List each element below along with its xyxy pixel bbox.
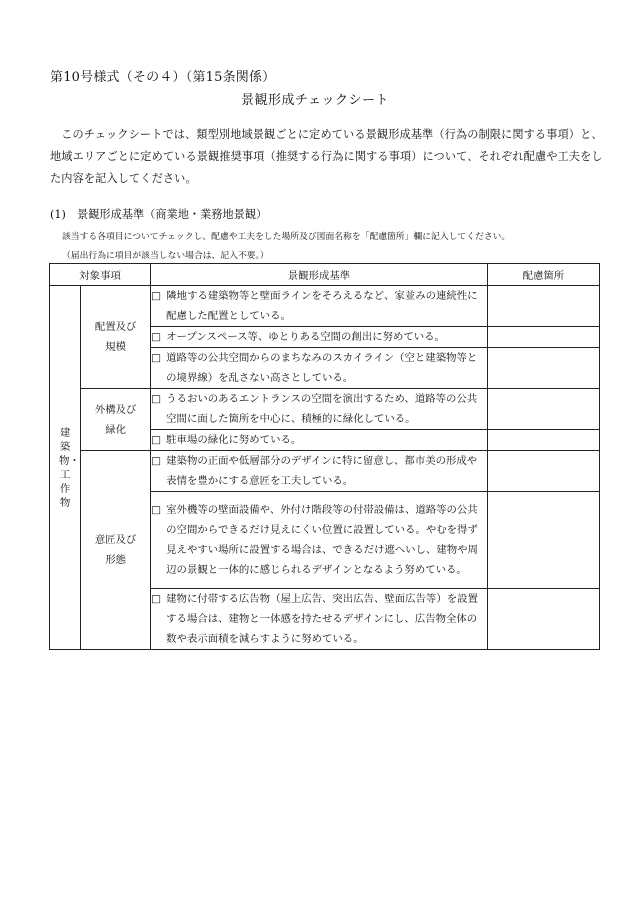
location-cell[interactable]: [487, 430, 599, 451]
table-row: [50, 286, 600, 327]
checklist-table: [49, 263, 600, 650]
criteria-text: 駐車場の緑化に努めている。: [166, 434, 302, 446]
checkbox[interactable]: □: [151, 434, 161, 446]
intro-text: このチェックシートでは、類型別地域景観ごとに定めている景観形成基準（行為の制限に関する事項）と、地域エリアごとに定めている景観推奨事項（推奨する行為に関する事項）について、それぞれ配慮や工夫をした内容を記入してください。: [50, 128, 603, 185]
table-header-row: [50, 264, 600, 286]
criteria-cell: [151, 451, 488, 492]
group-label: 意匠及び: [94, 534, 137, 546]
checkbox[interactable]: □: [151, 504, 161, 516]
criteria-text: うるおいのあるエントランスの空間を演出するため、道路等の公共空間に面した箇所を中心に、積極的に緑化している。: [166, 393, 478, 425]
criteria-cell: [151, 589, 488, 650]
group-label: 配置及び: [94, 321, 137, 333]
criteria-text: 建物に付帯する広告物（屋上広告、突出広告、壁面広告等）を設置する場合は、建物と一体感を持たせるデザインにし、広告物全体の数や表示面積を減らすように努めている。: [166, 593, 478, 645]
location-cell[interactable]: [487, 348, 599, 389]
group-label: 形態: [105, 554, 126, 566]
criteria-text: 隣地する建築物等と壁面ラインをそろえるなど、家並みの連続性に配慮した配置としている。: [166, 290, 478, 322]
group-label: 外構及び: [94, 403, 137, 416]
criteria-cell: [151, 348, 488, 389]
group-cell-design: [81, 451, 151, 650]
checkbox[interactable]: □: [151, 593, 161, 605]
instruction-note: 該当する各項目についてチェックし、配慮や工夫をした場所及び図面名称を「配慮箇所」欄に記入してください。: [62, 232, 511, 242]
criteria-text: 室外機等の壁面設備や、外付け階段等の付帯設備は、道路等の公共の空間からできるだけ見えにくい位置に設置している。やむを得ず見えやすい場所に設置する場合は、できるだけ遮へいし、建物や周辺の景観と一体的に感じられるデザインとなるよう努めている。: [166, 504, 478, 576]
table-row: [50, 389, 600, 430]
criteria-cell: [151, 327, 488, 348]
checkbox[interactable]: □: [151, 290, 161, 302]
form-number: 第10号様式（その４）（第15条関係）: [50, 70, 276, 85]
category-label: 建築物・工作物: [59, 426, 80, 509]
criteria-text: 道路等の公共空間からのまちなみのスカイライン（空と建築物等との境界線）を乱さない高さとしている。: [166, 352, 478, 384]
criteria-text: オープンスペース等、ゆとりある空間の創出に努めている。: [166, 331, 445, 343]
location-cell[interactable]: [487, 589, 599, 650]
group-cell-layout: [81, 286, 151, 389]
checkbox[interactable]: □: [151, 455, 161, 467]
header-target: 対象事項: [50, 264, 151, 286]
location-cell[interactable]: [487, 451, 599, 492]
location-cell[interactable]: [487, 492, 599, 589]
criteria-cell: [151, 389, 488, 430]
location-cell[interactable]: [487, 389, 599, 430]
criteria-text: 建築物の正面や低層部分のデザインに特に留意し、都市美の形成や表情を豊かにする意匠を工夫している。: [166, 455, 478, 487]
location-cell[interactable]: [487, 327, 599, 348]
group-label: 緑化: [105, 423, 126, 436]
checkbox[interactable]: □: [151, 352, 161, 364]
page-title: 景観形成チェックシート: [240, 93, 390, 108]
criteria-cell: [151, 492, 488, 589]
criteria-cell: [151, 430, 488, 451]
group-label: 規模: [105, 341, 126, 353]
group-cell-landscaping: [81, 389, 151, 451]
header-location: 配慮箇所: [487, 264, 599, 286]
checkbox[interactable]: □: [151, 393, 161, 405]
criteria-cell: [151, 286, 488, 327]
table-row: [50, 451, 600, 492]
category-cell: [50, 286, 81, 650]
location-cell[interactable]: [487, 286, 599, 327]
exemption-note: （届出行為に項目が該当しない場合は、記入不要。）: [62, 251, 269, 261]
section-heading: (1) 景観形成基準（商業地・業務地景観）: [50, 208, 268, 221]
header-criteria: 景観形成基準: [151, 264, 488, 286]
checkbox[interactable]: □: [151, 331, 161, 343]
intro-paragraph: [50, 124, 605, 190]
